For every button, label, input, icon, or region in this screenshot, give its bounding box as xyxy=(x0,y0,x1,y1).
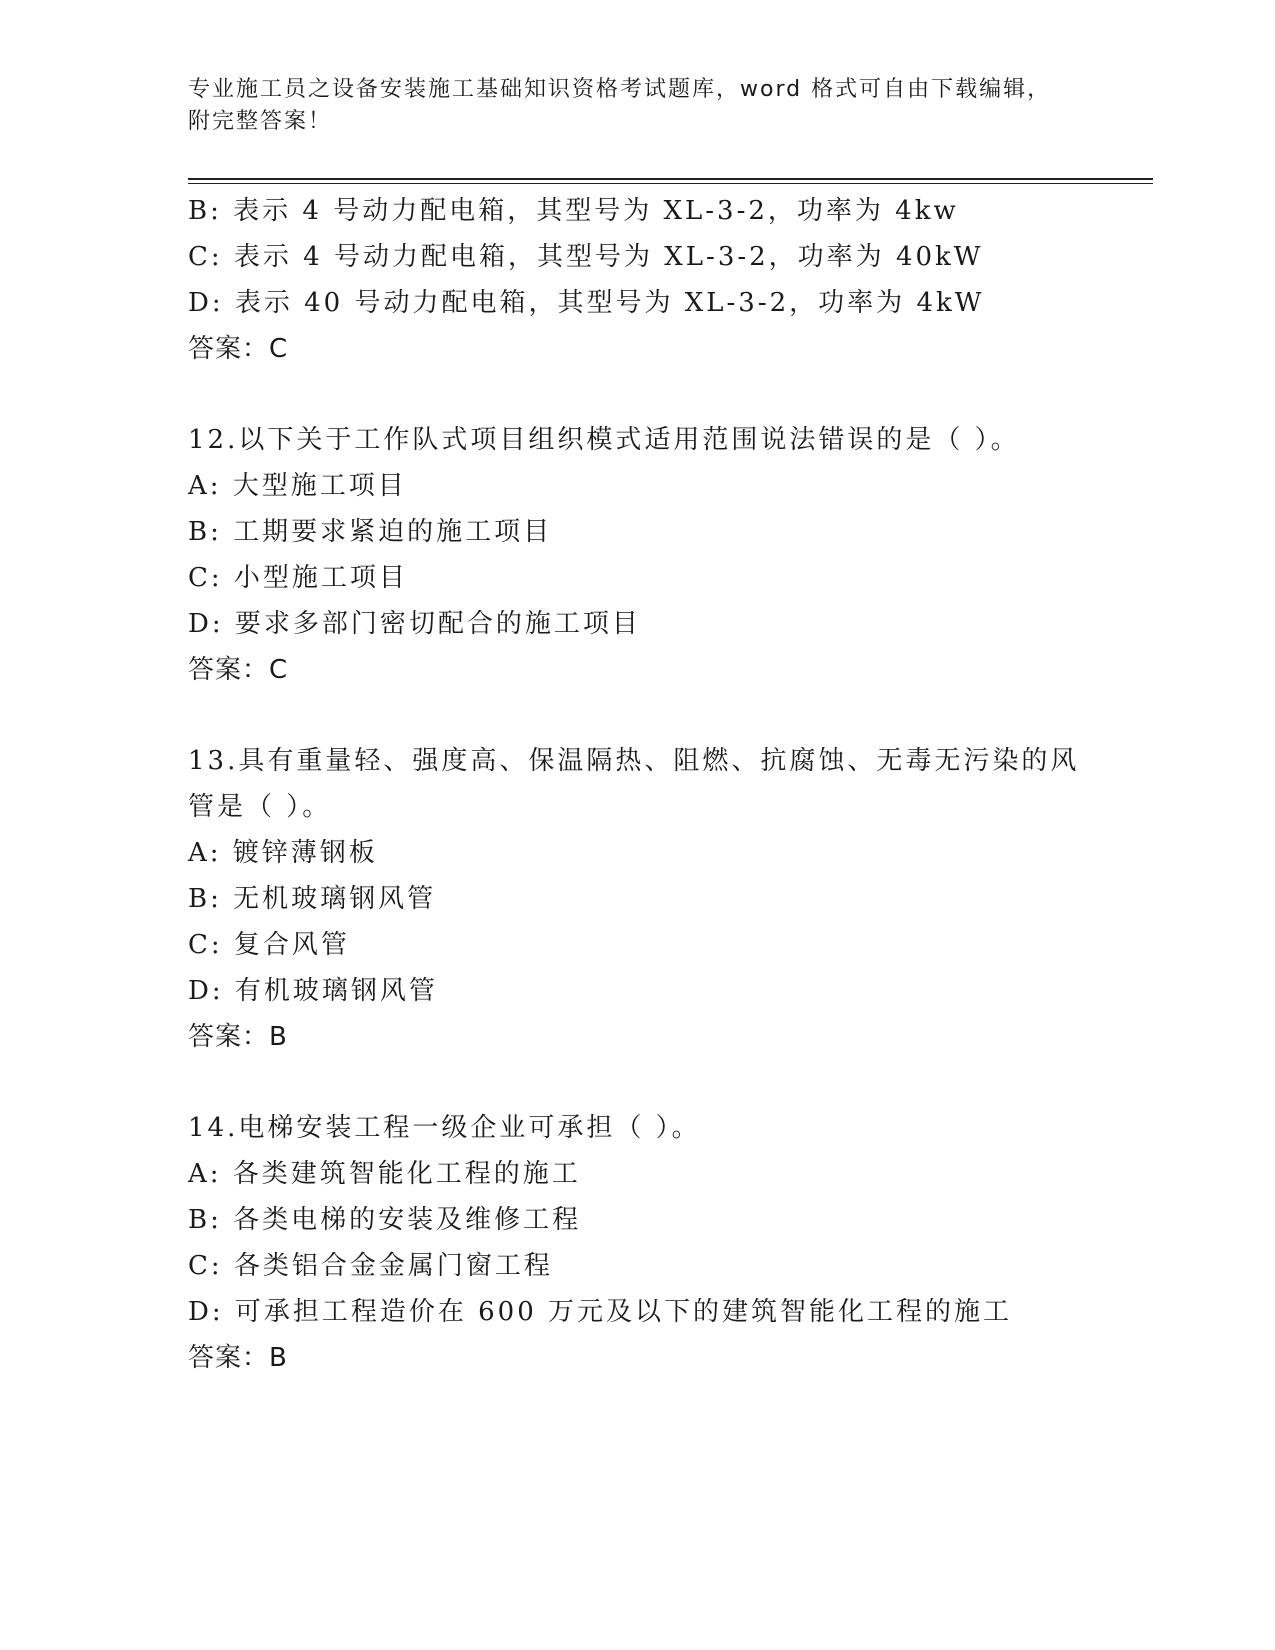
q11-option-b: B: 表示 4 号动力配电箱，其型号为 XL-3-2，功率为 4kw xyxy=(188,196,959,226)
q14-option-d: D: 可承担工程造价在 600 万元及以下的建筑智能化工程的施工 xyxy=(188,1297,1013,1327)
q13-option-b: B: 无机玻璃钢风管 xyxy=(188,884,437,914)
spacer xyxy=(188,372,1153,417)
question-12-block xyxy=(188,417,1153,693)
header-rule-thin xyxy=(188,183,1153,184)
document-header xyxy=(188,74,1068,138)
q13-question-line-2: 管是（ ）。 xyxy=(188,792,332,822)
q13-option-c: C: 复合风管 xyxy=(188,930,350,960)
q13-answer: 答案：B xyxy=(188,1022,288,1052)
spacer xyxy=(188,1060,1153,1105)
question-13-block xyxy=(188,738,1153,1060)
q12-option-b: B: 工期要求紧迫的施工项目 xyxy=(188,517,553,547)
question-14-block xyxy=(188,1105,1153,1381)
q13-option-a: A: 镀锌薄钢板 xyxy=(188,838,378,868)
q11-option-c: C: 表示 4 号动力配电箱，其型号为 XL-3-2，功率为 40kW xyxy=(188,242,984,272)
question-11-block xyxy=(188,188,1153,372)
header-line-2: 附完整答案！ xyxy=(188,109,333,134)
header-rule-thick xyxy=(188,178,1153,180)
q12-option-a: A: 大型施工项目 xyxy=(188,471,407,501)
q14-option-b: B: 各类电梯的安装及维修工程 xyxy=(188,1205,582,1235)
q13-option-d: D: 有机玻璃钢风管 xyxy=(188,976,438,1006)
q14-answer: 答案：B xyxy=(188,1343,288,1373)
spacer xyxy=(188,693,1153,738)
q14-question: 14.电梯安装工程一级企业可承担（ ）。 xyxy=(188,1113,701,1143)
q12-question: 12.以下关于工作队式项目组织模式适用范围说法错误的是（ ）。 xyxy=(188,425,1020,455)
q12-option-c: C: 小型施工项目 xyxy=(188,563,408,593)
q14-option-c: C: 各类铝合金金属门窗工程 xyxy=(188,1251,553,1281)
q14-option-a: A: 各类建筑智能化工程的施工 xyxy=(188,1159,581,1189)
q13-question-line-1: 13.具有重量轻、强度高、保温隔热、阻燃、抗腐蚀、无毒无污染的风 xyxy=(188,746,1080,776)
q12-answer: 答案：C xyxy=(188,655,289,685)
q11-option-d: D: 表示 40 号动力配电箱，其型号为 XL-3-2，功率为 4kW xyxy=(188,288,985,318)
question-content xyxy=(188,188,1153,1381)
q11-answer: 答案：C xyxy=(188,334,289,364)
header-line-1: 专业施工员之设备安装施工基础知识资格考试题库，word 格式可自由下载编辑， xyxy=(188,77,1052,102)
q12-option-d: D: 要求多部门密切配合的施工项目 xyxy=(188,609,641,639)
